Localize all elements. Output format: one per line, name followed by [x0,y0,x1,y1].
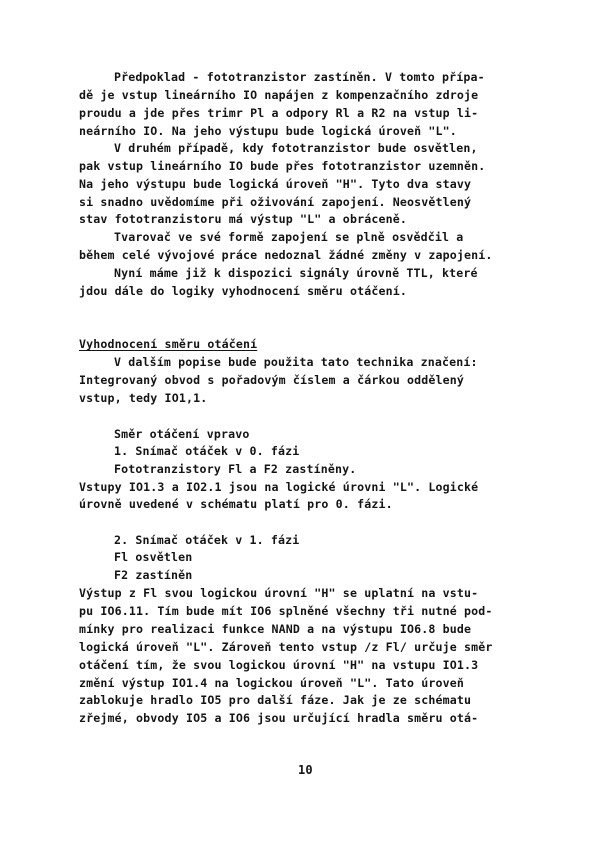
text-line: otáčení tím, že svou logickou úrovní "H" na vstupu IO1.3 [79,658,479,672]
text-line: zřejmé, obvody IO5 a IO6 jsou určující hradla směru otá- [79,711,479,725]
text-line: během celé vývojové práce nedoznal žádné změny v zapojení. [79,248,493,262]
text-line: Na jeho výstupu bude logická úroveň "H". Tyto dva stavy [79,177,472,191]
text-line: V druhém případě, kdy fototranzistor bude osvětlen, [114,141,478,155]
phase-title: 2. Snímač otáček v 1. fázi [114,533,300,547]
text-line: pak vstup lineárního IO bude přes fototranzistor uzemněn. [79,159,486,173]
text-line: Integrovaný obvod s pořadovým číslem a čárkou oddělený [79,373,465,387]
text-line: Tvarovač ve své formě zapojení se plně osvědčil a [114,230,464,244]
text-line: Fototranzistory Fl a F2 zastíněny. [114,462,357,476]
text-line: zablokuje hradlo IO5 pro další fáze. Jak je ze schématu [79,693,472,707]
text-line: proudu a jde přes trimr Pl a odpory Rl a R2 na vstup li- [79,106,479,120]
text-line: Předpoklad - fototranzistor zastíněn. V tomto přípa- [114,70,485,84]
text-line: dě je vstup lineárního IO napájen z kompenzačního zdroje [79,88,479,102]
text-line: F2 zastíněn [114,568,193,582]
text-line: změní výstup IO1.4 na logickou úroveň "L". Tato úroveň [79,676,465,690]
phase-title: 1. Snímač otáček v 0. fázi [114,444,300,458]
text-line: Fl osvětlen [114,550,193,564]
text-line: mínky pro realizaci funkce NAND a na výstupu IO6.8 bude [79,622,472,636]
text-line: neárního IO. Na jeho výstupu bude logická úroveň "L". [79,124,457,138]
text-line: stav fototranzistoru má výstup "L" a obráceně. [79,212,407,226]
text-line: Výstup z Fl svou logickou úrovní "H" se uplatní na vstu- [79,586,479,600]
text-line: si snadno uvědomíme při oživování zapojení. Neosvětlený [79,195,472,209]
text-line: Nyní máme již k dispozici signály úrovně TTL, které [114,266,478,280]
subheading: Směr otáčení vpravo [114,427,250,441]
text-line: pu IO6.11. Tím bude mít IO6 splněné všechny tři nutné pod- [79,604,493,618]
text-line: logická úroveň "L". Zároveň tento vstup /z Fl/ určuje směr [79,640,493,654]
text-line: Vstupy IO1.3 a IO2.1 jsou na logické úrovni "L". Logické [79,480,479,494]
text-line: úrovně uvedené v schématu platí pro 0. fázi. [79,497,393,511]
text-line: jdou dále do logiky vyhodnocení směru otáčení. [79,284,407,298]
text-line: V dalším popise bude použita tato technika značení: [114,355,478,369]
text-line: vstup, tedy IO1,1. [79,391,208,405]
section-heading: Vyhodnocení směru otáčení [79,337,258,351]
page-number: 10 [298,763,313,777]
